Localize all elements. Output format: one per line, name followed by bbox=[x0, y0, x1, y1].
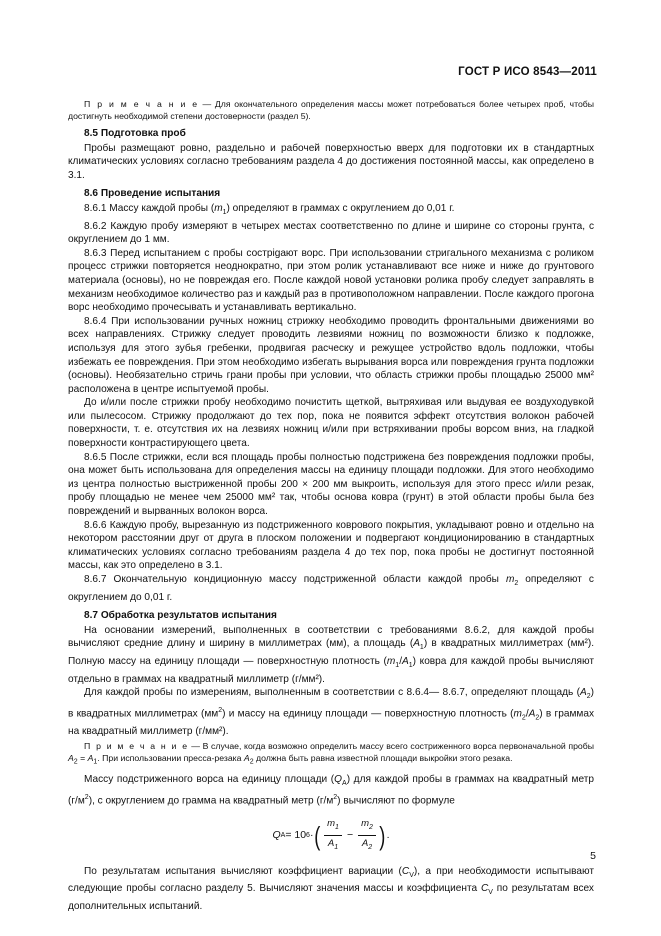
sub: 1 bbox=[334, 844, 339, 852]
sub: 1 bbox=[395, 662, 400, 670]
var: m bbox=[513, 708, 522, 720]
text-run: ) и массу на единицу площади — поверхностную плотность ( bbox=[222, 708, 514, 720]
text-run: 8.6.1 Массу каждой пробы ( bbox=[84, 202, 215, 214]
note-label: П р и м е ч а н и е bbox=[84, 741, 189, 752]
note-label: П р и м е ч а н и е bbox=[84, 99, 199, 109]
note-paragraph bbox=[68, 98, 594, 122]
formula-minus: − bbox=[346, 828, 354, 841]
sub: 2 bbox=[368, 844, 373, 852]
clause-8-6-4: 8.6.4 При использовании ручных ножниц стрижку необходимо проводить фронтальными движениями во всех направлениях. Стрижку следует проводить лезвиями ножниц по возможности близко к подложке, используя для этого зубья гребенки, продвигая расческу и режущее устройство вдоль подложки, чтобы избежать ее повреждения. При этом необходимо избегать вырывания ворса или повреждения грунта подложки (основы). Необязательно стричь грани пробы при условии, что область стрижки пробы площадью 25000 мм² расположена в центре испытуемой пробы. bbox=[68, 315, 594, 395]
clause-8-6-7 bbox=[68, 573, 594, 604]
text-run: ) ковра для каждой пробы вычисляют отдельно в граммах на квадратный миллиметр (г/мм²). bbox=[68, 656, 594, 685]
sub: 1 bbox=[222, 208, 227, 216]
sub: 2 bbox=[514, 580, 519, 588]
clause-8-6-4-continued: До и/или после стрижки пробу необходимо почистить щеткой, вытряхивая или выдувая ее воздуходувкой или пылесосом. Стрижку продолжают до тех пор, пока не появится эффект отсутствия волокон рабочей поверхности, т. е. отсутствия их на лезвиях ножниц и/или при встряхивании пробы ворсом вниз, на гладкой поверхности контрастирующего цвета. bbox=[68, 397, 594, 450]
var: C bbox=[480, 883, 489, 895]
var: A bbox=[68, 753, 74, 764]
equals: = bbox=[77, 753, 88, 764]
clause-8-6-5: 8.6.5 После стрижки, если вся площадь пробы полностью подстрижена без повреждения подложки пробы, она может быть использована для определения массы на единицу площади подложки. Для этого необходимо из центра полностью выстриженной пробы 200 × 200 мм выкроить, используя для этого пресс и/или резак, пробу площадью не менее чем 25000 мм² так, чтобы основа ковра (грунт) в этой области пробы была без повреждений и вырванных волокон ворса. bbox=[68, 451, 594, 518]
fraction-m2-a2 bbox=[358, 817, 376, 855]
fraction-numerator bbox=[358, 817, 376, 836]
formula-qa bbox=[68, 817, 594, 855]
sub: 1 bbox=[335, 823, 339, 831]
slash: / bbox=[525, 708, 529, 720]
note-text: — Для окончательного определения массы может потребоваться более четырех проб, чтобы достигнуть необходимой степени достоверности (раздел 5). bbox=[68, 99, 595, 121]
section-8-7-paragraph-4 bbox=[68, 865, 594, 914]
clause-8-6-2: 8.6.2 Каждую пробу измеряют в четырех местах соответственно по длине и ширине со стороны грунта, с округлением до 1 мм. bbox=[68, 220, 594, 246]
text-run: ), с округлением до грамма на квадратный метр (г/м bbox=[88, 795, 334, 807]
var: A bbox=[402, 656, 409, 668]
document-id-header: ГОСТ Р ИСО 8543—2011 bbox=[458, 66, 597, 78]
var: m bbox=[327, 817, 336, 829]
section-8-5-heading: 8.5 Подготовка проб bbox=[84, 128, 186, 139]
formula-dot: · bbox=[309, 828, 314, 841]
var: A bbox=[87, 753, 94, 764]
clause-8-6-6: 8.6.6 Каждую пробу, вырезанную из подстриженного коврового покрытия, укладывают ровно и отдельно на некотором расстоянии друг от друга в плоском положении и подвергают кондиционированию в стандартных климатических условиях согласно требованиям раздела 4 до тех пор, пока пробы не достигнут постоянной массы, как это определено в 3.1. bbox=[68, 519, 594, 572]
text-run: ) вычисляют по формуле bbox=[337, 795, 455, 807]
var-m: m bbox=[214, 202, 223, 214]
var: A bbox=[361, 838, 369, 850]
slash: / bbox=[399, 656, 403, 668]
fraction-m1-a1 bbox=[324, 817, 342, 855]
sub: 2 bbox=[369, 823, 373, 831]
formula-left-paren: ( bbox=[314, 820, 321, 851]
sub: 2 bbox=[586, 693, 591, 701]
var: A bbox=[579, 687, 587, 699]
text-run: ) в квадратных миллиметрах (мм²). Полную массу на единицу площади — поверхностную плотность ( bbox=[68, 638, 594, 668]
text-run: ) в граммах на квадратный миллиметр (г/мм²). bbox=[68, 708, 594, 737]
var-m: m bbox=[505, 574, 515, 586]
var: A bbox=[327, 838, 335, 850]
formula-eq: = 10 bbox=[285, 828, 307, 841]
page-number: 5 bbox=[590, 850, 596, 862]
section-8-7-paragraph-3 bbox=[68, 773, 594, 808]
formula-period: . bbox=[386, 828, 390, 841]
fraction-denominator bbox=[359, 836, 375, 854]
sub: V bbox=[488, 889, 493, 897]
text-run: ) в квадратных миллиметрах (мм bbox=[68, 687, 594, 720]
var: m bbox=[361, 817, 370, 829]
sub: 2 bbox=[521, 714, 526, 722]
clause-8-6-3: 8.6.3 Перед испытанием с пробы сострigaют ворс. При использовании стригального механизма с роликом процесс стрижки повторяется неоднократно, при этом ролик устанавливают все ниже и ниже до грунтового материала (основы), но не повреждая его. После каждой новой установки ролика пробу следует заправлять в механизм необходимое количество раз и каждый раз в противоположном направлении. После каждого прогона ворс необходимо прочесывать и устанавливать вертикально. bbox=[68, 247, 594, 314]
section-8-7-heading: 8.7 Обработка результатов испытания bbox=[84, 610, 277, 622]
text-run: На основании измерений, выполненных в соответствии с требованиями 8.6.2, для каждой пробы вычисляют средние длину и ширину в миллиметрах (мм), а площадь ( bbox=[68, 624, 594, 650]
text-run: определяют с округлением до 0,01 г. bbox=[68, 574, 594, 603]
clause-8-6-1 bbox=[68, 202, 594, 220]
text-run: должна быть равна известной площади выкройки этого резака. bbox=[253, 753, 513, 764]
document-body bbox=[68, 96, 594, 913]
text-run: Для каждой пробы по измерениям, выполненным в соответствии с 8.6.4— 8.6.7, определяют площадь ( bbox=[84, 687, 580, 699]
formula-exponent: 6 bbox=[306, 831, 310, 839]
sup: 2 bbox=[218, 706, 223, 714]
section-8-7-paragraph-2 bbox=[68, 686, 594, 738]
var: A bbox=[413, 638, 420, 650]
note-2-paragraph bbox=[68, 740, 594, 769]
sub: A bbox=[342, 780, 347, 788]
sub: 1 bbox=[93, 759, 98, 767]
text-run: ) определяют в граммах с округлением до 0,01 г. bbox=[226, 202, 455, 214]
var: A bbox=[243, 753, 250, 764]
text-run: ) для каждой пробы в граммах на квадратный метр (г/м bbox=[68, 774, 594, 807]
text-run: . При использовании пресса-резака bbox=[97, 753, 244, 764]
var: A bbox=[528, 708, 536, 720]
text-run: — В случае, когда возможно определить массу всего состриженного ворса первоначальной пробы bbox=[188, 741, 594, 752]
text-run: по результатам всех дополнительных испытаний. bbox=[68, 883, 594, 912]
var: C bbox=[401, 865, 410, 877]
text-run: По результатам испытания вычисляют коэффициент вариации ( bbox=[84, 865, 402, 877]
sub: V bbox=[409, 871, 414, 879]
fraction-denominator bbox=[325, 836, 341, 854]
sub: 2 bbox=[535, 714, 540, 722]
section-8-7-paragraph-1 bbox=[68, 624, 594, 686]
formula-lhs: Q bbox=[272, 828, 281, 841]
sup: 2 bbox=[333, 793, 338, 801]
sub: 1 bbox=[419, 644, 424, 652]
text-run: ), а при необходимости испытывают следующие пробы согласно разделу 5. Вычисляют значения массы и коэффициента bbox=[68, 865, 594, 895]
sub: 1 bbox=[408, 662, 413, 670]
sup: 2 bbox=[84, 793, 89, 801]
fraction-numerator bbox=[324, 817, 342, 836]
section-8-6-heading: 8.6 Проведение испытания bbox=[84, 188, 221, 200]
sub: 2 bbox=[73, 759, 78, 767]
formula-right-paren: ) bbox=[379, 820, 386, 851]
section-8-5-paragraph: Пробы размещают ровно, раздельно и рабочей поверхностью вверх для подготовки их в стандартных климатических условиях согласно требованиям раздела 4 до достижения постоянной массы, как определено в 3.1. bbox=[68, 142, 594, 181]
sub: 2 bbox=[249, 759, 254, 767]
text-run: 8.6.7 Окончательную кондиционную массу подстриженной области каждой пробы bbox=[84, 574, 506, 586]
sub: A bbox=[280, 831, 286, 839]
text-run: Массу подстриженного ворса на единицу площади ( bbox=[84, 774, 335, 786]
var: m bbox=[386, 656, 396, 668]
var: Q bbox=[334, 774, 343, 786]
